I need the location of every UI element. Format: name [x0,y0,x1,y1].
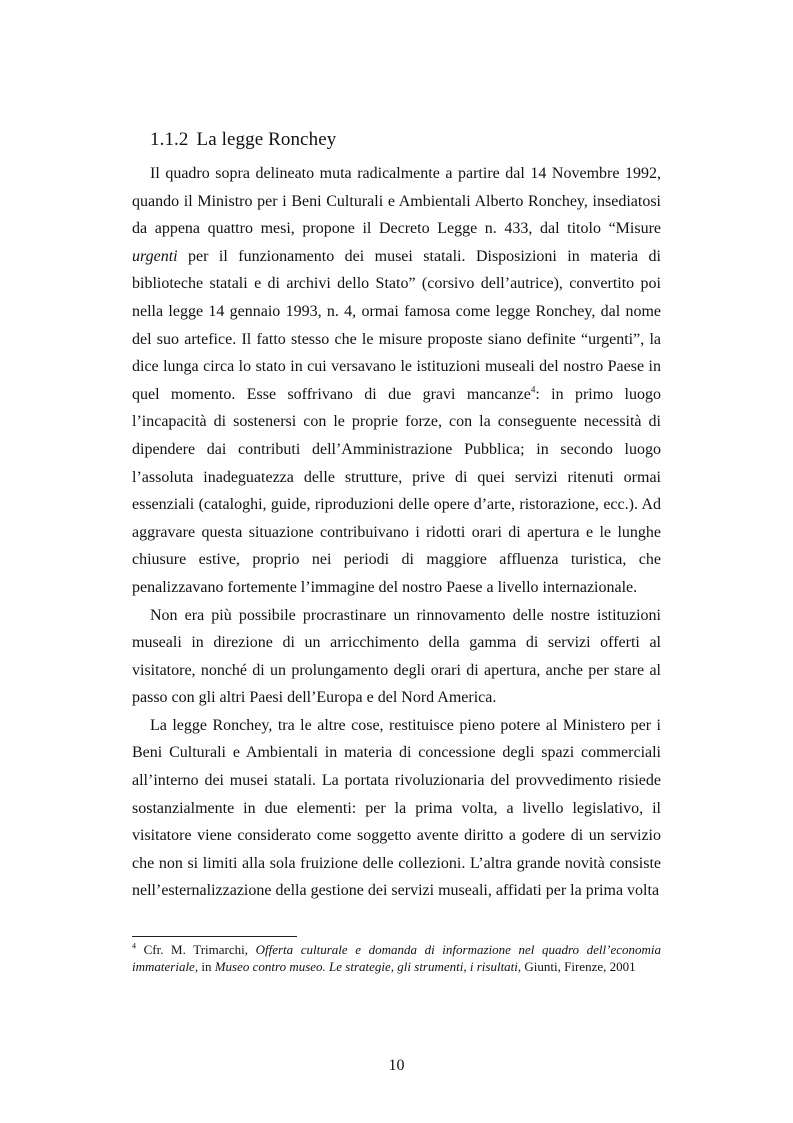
paragraph-3: La legge Ronchey, tra le altre cose, restituisce pieno potere al Ministero per i Beni Culturali e Ambientali in materia di concessione degli spazi commerciali all’interno dei musei statali. La portata rivoluzionaria del provvedimento risiede sostanzialmente in due elementi: per la prima volta, a livello legislativo, il visitatore viene considerato come soggetto avente diritto a godere di un servizio che non si limiti alla sola fruizione delle collezioni. L’altra grande novità consiste nell’esternalizzazione della gestione dei servizi museali, affidati per la prima volta [132,716,661,900]
paragraph-1-italic-urgenti: urgenti [132,247,178,265]
footnote-separator [132,936,297,937]
paragraph-2: Non era più possibile procrastinare un rinnovamento delle nostre istituzioni museali in direzione di un arricchimento della gamma di servizi offerti al visitatore, nonché di un prolungamento degli orari di apertura, anche per stare al passo con gli altri Paesi dell’Europa e del Nord America. [132,606,661,707]
footnote-text-a: Cfr. M. Trimarchi, [136,942,256,957]
paragraph-1 [132,160,661,602]
paragraph-1-text-d: : in primo luogo l’incapacità di sostenersi con le proprie forze, con la conseguente necessità di dipendere dai contributi dell’Amministrazione Pubblica; in secondo luogo l’assoluta inadeguatezza delle strutture, prive di quei servizi ritenuti ormai essenziali (cataloghi, guide, riproduzioni delle opere d’arte, ristorazione, ecc.). Ad aggravare questa situazione contribuivano i ridotti orari di apertura e le lunghe chiusure estive, proprio nei periodi di maggiore affluenza turistica, che penalizzavano fortemente l’immagine del nostro Paese a livello internazionale. [132,385,662,596]
paragraph-1-text-c: per il funzionamento dei musei statali. Disposizioni in materia di biblioteche statali e di archivi dello Stato” (corsivo dell’autrice), convertito poi nella legge 14 gennaio 1993, n. 4, ormai famosa come legge Ronchey, dal nome del suo artefice. Il fatto stesso che le misure proposte siano definite “urgenti”, la dice lunga circa lo stato in cui versavano le istituzioni museali del nostro Paese in quel momento. Esse soffrivano di due gravi mancanze [132,247,661,403]
footnote-italic-book: Museo contro museo. Le strategie, gli strumenti, i risultati [214,958,518,974]
footnote-number: 4 [132,941,136,951]
section-heading [150,129,336,151]
footnote-italic-title: Offerta culturale e domanda di informazione nel quadro dell’economia immateriale [132,942,661,974]
section-number: 1.1.2 [150,129,189,150]
section-title: La legge Ronchey [196,129,337,150]
paragraph-1-text-a: Il quadro sopra delineato muta radicalmente a partire dal 14 Novembre 1992, quando il Ministro per i Beni Culturali e Ambientali Alberto Ronchey, insediatosi da appena quattro mesi, propone il Decreto Legge n. 433, dal titolo “Misure [132,165,661,238]
footnote-text-c: , in [194,958,215,974]
body-text [132,160,661,905]
page-number: 10 [388,1057,405,1074]
footnote [132,942,661,975]
footnote-text-e: , Giunti, Firenze, 2001 [517,958,636,974]
footnote-reference[interactable]: 4 [530,384,536,395]
